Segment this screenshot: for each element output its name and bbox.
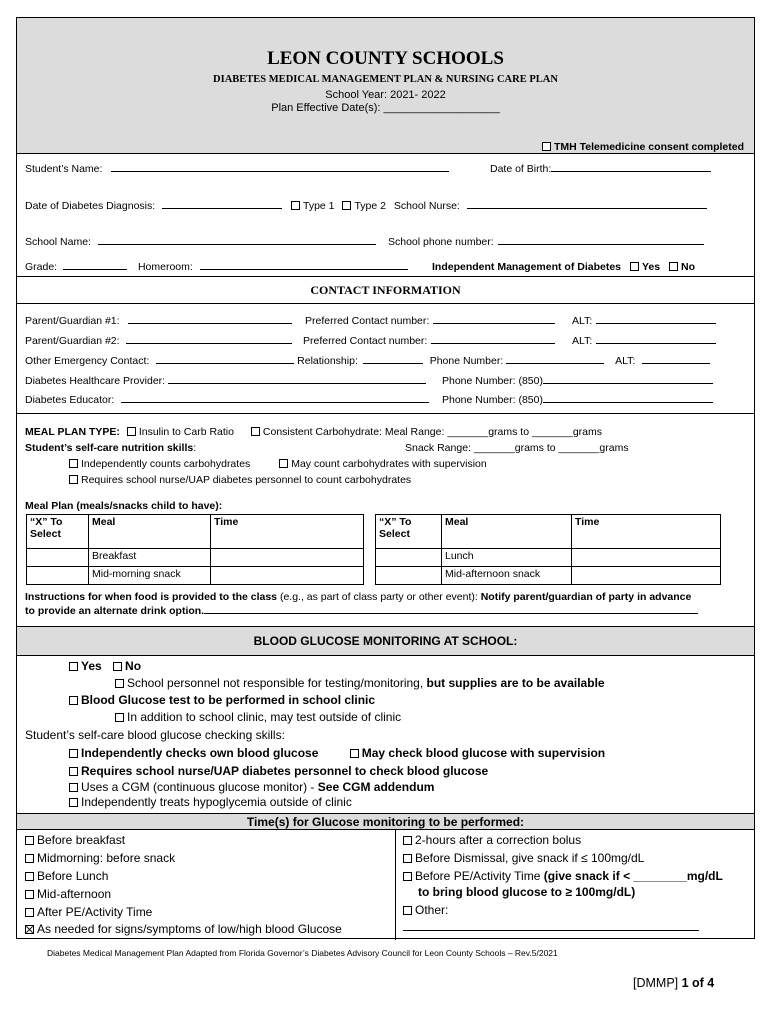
skill-row-1: Independently counts carbohydrates May count carbohydrates with supervision <box>69 458 746 470</box>
counts-carbs-checkbox[interactable] <box>69 459 78 468</box>
grade-field[interactable] <box>63 261 127 270</box>
time-cell[interactable] <box>572 549 721 567</box>
instructions-row-2: to provide an alternate drink option. <box>25 605 746 617</box>
select-cell[interactable] <box>376 567 442 585</box>
grade-row: Grade: Homeroom: Independent Management of Diabetes Yes No <box>25 261 695 273</box>
before-dismissal-checkbox[interactable] <box>403 854 412 863</box>
cgm-checkbox[interactable] <box>69 783 78 792</box>
time-before-breakfast: Before breakfast <box>25 833 746 847</box>
diagnosis-row: Date of Diabetes Diagnosis: Type 1 Type 2 School Nurse: <box>25 200 746 212</box>
form-page <box>16 17 755 939</box>
consistent-carb-checkbox[interactable] <box>251 427 260 436</box>
educator-row: Diabetes Educator: Phone Number: (850) <box>25 394 746 406</box>
meal-cell: Breakfast <box>89 549 211 567</box>
provider-phone-field[interactable] <box>543 375 713 384</box>
time-before-lunch: Before Lunch <box>25 869 746 883</box>
diagnosis-date-field[interactable] <box>162 200 282 209</box>
bg-skills-label: Student’s self-care blood glucose checking skills: <box>25 728 285 742</box>
school-name-field[interactable] <box>98 236 376 245</box>
not-responsible-checkbox[interactable] <box>115 679 124 688</box>
school-phone-field[interactable] <box>498 236 704 245</box>
meals-label: Meal Plan (meals/snacks child to have): <box>25 500 223 512</box>
may-check-checkbox[interactable] <box>350 749 359 758</box>
meal-table-left <box>26 514 364 585</box>
parent1-field[interactable] <box>128 315 292 324</box>
clinic-row: Blood Glucose test to be performed in school clinic <box>69 693 746 707</box>
correction-bolus-checkbox[interactable] <box>403 836 412 845</box>
times-heading-bar <box>17 814 754 829</box>
tmh-consent: TMH Telemedicine consent completed <box>542 141 744 153</box>
select-cell[interactable] <box>27 549 89 567</box>
meal-table-right <box>375 514 721 585</box>
provider-field[interactable] <box>168 375 426 384</box>
parent2-row: Parent/Guardian #2: Preferred Contact number: ALT: <box>25 335 746 347</box>
requires-row: Requires school nurse/UAP diabetes personnel to check blood glucose <box>69 764 746 778</box>
select-cell[interactable] <box>376 549 442 567</box>
page-title: LEON COUNTY SCHOOLS <box>267 48 504 69</box>
type2-checkbox[interactable] <box>342 201 351 210</box>
parent1-alt-field[interactable] <box>596 315 716 324</box>
instructions-row: Instructions for when food is provided to the class (e.g., as part of class party or other event): Notify parent/guardian of party in advance <box>25 591 692 603</box>
parent2-phone-field[interactable] <box>431 335 555 344</box>
independent-no-checkbox[interactable] <box>669 262 678 271</box>
student-name-field[interactable] <box>111 163 449 172</box>
outside-clinic-checkbox[interactable] <box>115 713 124 722</box>
time-before-pe-line2: to bring blood glucose to ≥ 100mg/dL) <box>418 885 636 899</box>
before-pe-checkbox[interactable] <box>403 872 412 881</box>
bg-yes-checkbox[interactable] <box>69 662 78 671</box>
time-after-pe: After PE/Activity Time <box>25 905 746 919</box>
skill-row-2: Requires school nurse/UAP diabetes personnel to count carbohydrates <box>69 474 746 486</box>
divider <box>17 276 754 277</box>
bg-yes-no-row: Yes No <box>69 659 746 673</box>
requires-nurse-carbs-checkbox[interactable] <box>69 475 78 484</box>
homeroom-field[interactable] <box>200 261 408 270</box>
meal-cell: Lunch <box>442 549 572 567</box>
time-cell[interactable] <box>211 567 364 585</box>
col-meal: Meal <box>89 515 211 549</box>
before-lunch-checkbox[interactable] <box>25 872 34 881</box>
indep-checks-checkbox[interactable] <box>69 749 78 758</box>
after-pe-checkbox[interactable] <box>25 908 34 917</box>
student-name-row: Student’s Name: Date of Birth: <box>25 163 746 175</box>
bg-no-checkbox[interactable] <box>113 662 122 671</box>
hypo-checkbox[interactable] <box>69 798 78 807</box>
clinic-checkbox[interactable] <box>69 696 78 705</box>
time-mid-afternoon: Mid-afternoon <box>25 887 746 901</box>
time-before-dismissal: Before Dismissal, give snack if ≤ 100mg/dL <box>403 851 746 865</box>
col-time: Time <box>211 515 364 549</box>
divider <box>17 413 754 414</box>
emergency-row: Other Emergency Contact: Relationship: Phone Number: ALT: <box>25 355 746 367</box>
parent2-field[interactable] <box>126 335 292 344</box>
indep-checks-row: Independently checks own blood glucose May check blood glucose with supervision <box>69 746 746 760</box>
times-heading: Time(s) for Glucose monitoring to be performed: <box>246 815 525 829</box>
time-correction-bolus: 2-hours after a correction bolus <box>403 833 746 847</box>
educator-field[interactable] <box>121 394 429 403</box>
parent1-phone-field[interactable] <box>433 315 555 324</box>
insulin-ratio-checkbox[interactable] <box>127 427 136 436</box>
midmorning-checkbox[interactable] <box>25 854 34 863</box>
time-before-pe: Before PE/Activity Time (give snack if < ________mg/dL <box>403 869 746 883</box>
school-row: School Name: School phone number: <box>25 236 746 248</box>
provider-row: Diabetes Healthcare Provider: Phone Number: (850) <box>25 375 746 387</box>
parent1-row: Parent/Guardian #1: Preferred Contact number: ALT: <box>25 315 746 327</box>
bg-heading-bar <box>17 627 754 655</box>
requires-nurse-bg-checkbox[interactable] <box>69 767 78 776</box>
divider <box>17 655 754 656</box>
time-cell[interactable] <box>211 549 364 567</box>
parent2-alt-field[interactable] <box>596 335 716 344</box>
hypo-row: Independently treats hypoglycemia outside of clinic <box>69 795 746 809</box>
time-as-needed: As needed for signs/symptoms of low/high blood Glucose <box>25 922 746 936</box>
cgm-row: Uses a CGM (continuous glucose monitor) - See CGM addendum <box>69 780 746 794</box>
nutrition-skills-row: Student’s self-care nutrition skills: Snack Range: _______grams to _______grams <box>25 442 629 454</box>
form-header <box>17 18 754 154</box>
dob-field[interactable] <box>551 163 711 172</box>
footer-note: Diabetes Medical Management Plan Adapted from Florida Governor’s Diabetes Advisory Council for Leon County Schools – Rev.5/2021 <box>47 948 558 958</box>
time-midmorning: Midmorning: before snack <box>25 851 746 865</box>
divider <box>17 829 754 830</box>
col-x-select: “X” To Select <box>27 515 89 549</box>
time-cell[interactable] <box>572 567 721 585</box>
relationship-field[interactable] <box>363 355 423 364</box>
col-time: Time <box>572 515 721 549</box>
meal-cell: Mid-morning snack <box>89 567 211 585</box>
outside-clinic-row: In addition to school clinic, may test outside of clinic <box>115 710 746 724</box>
alternate-drink-field[interactable] <box>204 605 698 614</box>
type1-checkbox[interactable] <box>291 201 300 210</box>
form-subtitle: DIABETES MEDICAL MANAGEMENT PLAN & NURSING CARE PLAN <box>213 74 558 85</box>
educator-phone-field[interactable] <box>543 394 713 403</box>
col-x-select: “X” To Select <box>376 515 442 549</box>
time-other: Other: <box>403 903 746 917</box>
school-year: School Year: 2021- 2022 <box>325 89 446 101</box>
meal-cell: Mid-afternoon snack <box>442 567 572 585</box>
emergency-phone-field[interactable] <box>506 355 604 364</box>
school-nurse-field[interactable] <box>467 200 707 209</box>
plan-effective-date[interactable]: Plan Effective Date(s): ___________________ <box>271 102 500 114</box>
other-checkbox[interactable] <box>403 906 412 915</box>
as-needed-checkbox[interactable] <box>25 925 34 934</box>
emergency-alt-field[interactable] <box>642 355 710 364</box>
independent-yes-checkbox[interactable] <box>630 262 639 271</box>
other-field[interactable] <box>403 930 699 931</box>
divider <box>17 303 754 304</box>
mid-afternoon-checkbox[interactable] <box>25 890 34 899</box>
contact-heading: CONTACT INFORMATION <box>310 283 461 297</box>
tmh-consent-checkbox[interactable] <box>542 142 551 151</box>
supervised-carbs-checkbox[interactable] <box>279 459 288 468</box>
col-meal: Meal <box>442 515 572 549</box>
bg-heading: BLOOD GLUCOSE MONITORING AT SCHOOL: <box>253 634 518 648</box>
before-breakfast-checkbox[interactable] <box>25 836 34 845</box>
meal-plan-type-row: MEAL PLAN TYPE: Insulin to Carb Ratio Consistent Carbohydrate: Meal Range: _______grams to _______grams <box>25 426 603 438</box>
page-number: [DMMP] 1 of 4 <box>633 976 715 990</box>
select-cell[interactable] <box>27 567 89 585</box>
not-responsible-row: School personnel not responsible for testing/monitoring, but supplies are to be available <box>115 676 746 690</box>
emergency-contact-field[interactable] <box>156 355 294 364</box>
